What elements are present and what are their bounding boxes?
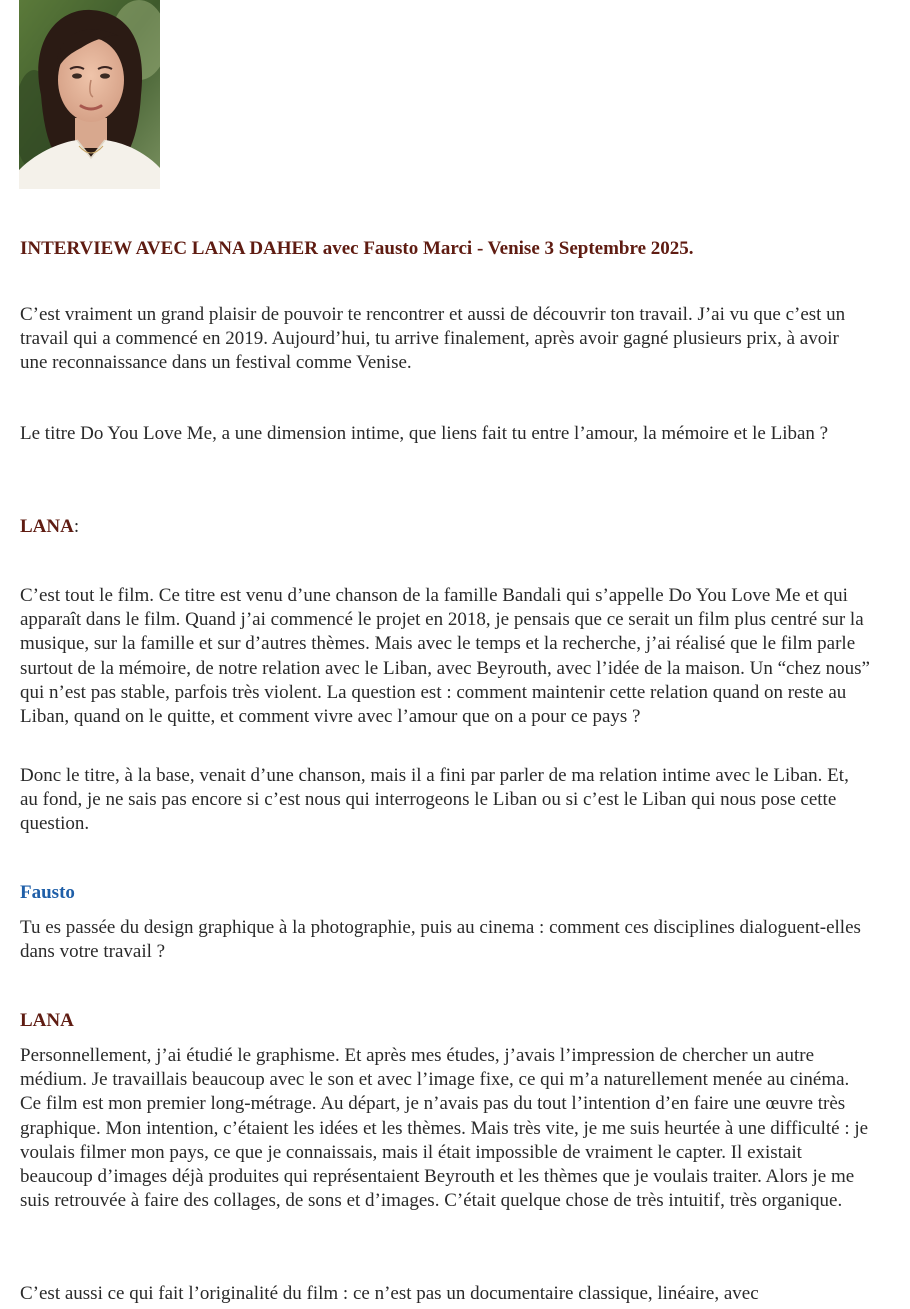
answer-originality-paragraph: C’est aussi ce qui fait l’originalité du film : ce n’est pas un documentaire classique, linéaire, avec: [20, 1283, 759, 1304]
answer-title-paragraph-1: C’est tout le film. Ce titre est venu d’une chanson de la famille Bandali qui s’appelle Do You Love Me et qui apparaît dans le film. Quand j’ai commencé le projet en 2018, je pensais que ce serait un film plus centré sur la musique, sur la famille et sur d’autres thèmes. Mais avec le temps et la recherche, j’ai réalisé que le film parle surtout de la mémoire, de notre relation avec le Liban, avec Beyrouth, avec l’idée de la maison. Un “chez nous” qui n’est pas stable, parfois très violent. La question est : comment maintenir cette relation quand on reste au Liban, quand on le quitte, et comment vivre avec l’amour que on a pour ce pays ?: [20, 585, 870, 728]
interview-title: INTERVIEW AVEC LANA DAHER avec Fausto Marci - Venise 3 Septembre 2025.: [20, 238, 694, 259]
portrait-photo: [19, 0, 160, 189]
speaker-fausto-label: Fausto: [20, 882, 75, 903]
speaker-lana-label: [20, 515, 79, 539]
speaker-lana-colon: :: [73, 516, 80, 537]
answer-title-paragraph-2: Donc le titre, à la base, venait d’une chanson, mais il a fini par parler de ma relation intime avec le Liban. Et, au fond, je ne sais pas encore si c’est nous qui interrogeons le Liban ou si c’est le Liban qui nous pose cette question.: [20, 765, 849, 835]
speaker-lana-label-2: LANA: [20, 1010, 74, 1031]
speaker-lana-name: LANA: [20, 516, 74, 537]
question-title-paragraph: Le titre Do You Love Me, a une dimension intime, que liens fait tu entre l’amour, la mémoire et le Liban ?: [20, 423, 829, 444]
portrait-image: [19, 0, 160, 189]
question-design-paragraph: Tu es passée du design graphique à la photographie, puis au cinema : comment ces disciplines dialoguent-elles dans votre travail ?: [20, 917, 861, 963]
intro-paragraph: C’est vraiment un grand plaisir de pouvoir te rencontrer et aussi de découvrir ton travail. J’ai vu que c’est un travail qui a commencé en 2019. Aujourd’hui, tu arrive finalement, après avoir gagné plusieurs prix, à avoir une reconnaissance dans un festival comme Venise.: [20, 304, 846, 374]
answer-design-paragraph: Personnellement, j’ai étudié le graphisme. Et après mes études, j’avais l’impression de chercher un autre médium. Je travaillais beaucoup avec le son et avec l’image fixe, ce qui m’a naturellement menée au cinéma. Ce film est mon premier long-métrage. Au départ, je n’avais pas du tout l’intention d’en faire une œuvre très graphique. Mon intention, c’étaient les idées et les thèmes. Mais très vite, je me suis heurtée à une difficulté : je voulais filmer mon pays, ce que je connaissais, mais il était impossible de vraiment le capter. Il existait beaucoup d’images déjà produites qui représentaient Beyrouth et les thèmes que je voulais traiter. Alors je me suis retrouvée à faire des collages, de sons et d’images. C’était quelque chose de très intuitif, très organique.: [20, 1045, 869, 1212]
